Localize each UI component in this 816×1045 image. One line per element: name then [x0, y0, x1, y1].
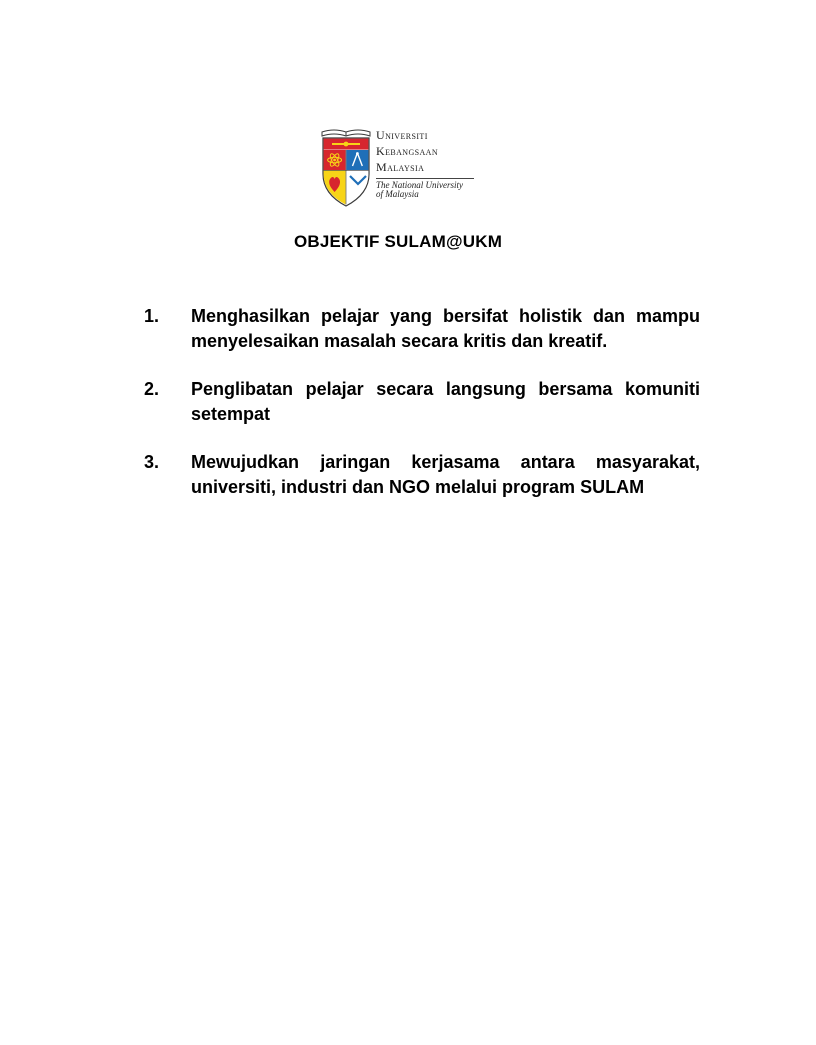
objectives-list [144, 304, 700, 523]
objective-number: 2. [144, 379, 160, 399]
ukm-crest-icon [318, 126, 374, 208]
objective-text: Menghasilkan pelajar yang bersifat holistik dan mampu menyelesaikan masalah secara kritis dan kreatif. [191, 306, 700, 351]
objective-number: 3. [144, 452, 160, 472]
logo-name-line-1: Universiti [376, 128, 428, 142]
logo-divider [376, 178, 474, 179]
logo-subtitle-line-2: of Malaysia [376, 189, 419, 199]
logo-wordmark [376, 127, 478, 199]
objective-item-1 [144, 304, 700, 353]
objective-item-3 [144, 450, 700, 499]
university-logo [318, 126, 478, 208]
objective-text: Mewujudkan jaringan kerjasama antara masyarakat, universiti, industri dan NGO melalui program SULAM [191, 452, 700, 497]
logo-name-line-3: Malaysia [376, 160, 425, 174]
objective-item-2 [144, 377, 700, 426]
logo-name-line-2: Kebangsaan [376, 144, 439, 158]
objective-number: 1. [144, 306, 160, 326]
document-title: OBJEKTIF SULAM@UKM [293, 232, 503, 251]
logo-subtitle-line-1: The National University [376, 180, 463, 190]
objective-text: Penglibatan pelajar secara langsung bersama komuniti setempat [191, 379, 700, 424]
